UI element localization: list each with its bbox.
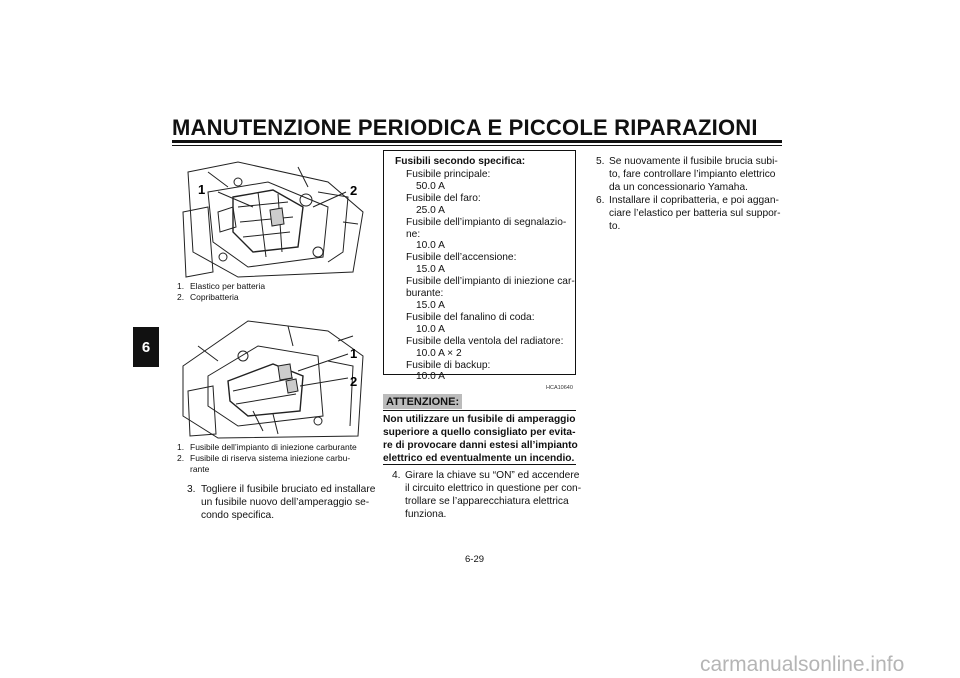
page-number: 6-29 [465,554,485,565]
spec-value: 25.0 A [416,204,445,216]
spec-value: 10.0 A [416,240,445,252]
callout-2: 2 [350,183,358,198]
spec-line: ne: [406,228,421,240]
callout-1: 1 [350,346,358,361]
spec-value: 15.0 A [416,264,445,276]
spec-line: Fusibile del faro: [406,192,481,204]
spec-value: 10.0 A [416,371,445,383]
spec-line: Fusibile principale: [406,169,491,180]
spec-value: 15.0 A [416,299,445,311]
caution-code: HCA10640 [546,385,573,391]
spec-line: Fusibile del fanalino di coda: [406,311,535,323]
page-title: MANUTENZIONE PERIODICA E PICCOLE RIPARAZIONI [172,115,758,140]
step-6: 6. Installare il copribatteria, e poi aggan- ciare l’elastico per batteria sul suppor- to. [596,195,781,232]
caution-rule-top [383,410,576,411]
title-rule [172,140,782,143]
caption-item: 2. Fusibile di riserva sistema iniezione carbu- [177,453,351,463]
step-4: 4. Girare la chiave su “ON” ed accendere il circuito elettrico in questione per con- trollare se l’apparecchiatura elettrica funziona. [392,470,582,520]
caution-label: ATTENZIONE: [383,394,462,409]
caption-item-continued: rante [190,464,210,474]
caution-text: Non utilizzare un fusibile di amperaggio superiore a quello consigliato per evita- re di provocare danni estesi all’impianto elettrico ed eventualmente un incendio. [383,414,578,464]
spec-line: Fusibile di backup: [406,359,491,371]
caption-item: 1. Fusibile dell’impianto di iniezione carburante [177,442,357,452]
fuse-spec-title: Fusibili secondo specifica: [395,156,526,167]
step-5: 5. Se nuovamente il fusibile brucia subi- to, fare controllare l’impianto elettrico da un concessionario Yamaha. [596,156,778,193]
spec-value: 50.0 A [416,180,445,192]
battery-cover-illustration [178,152,368,282]
spec-value: 10.0 A × 2 [416,347,462,359]
spec-line: Fusibile dell’impianto di iniezione car- [406,276,575,288]
figure2-captions [177,442,377,475]
callout-1: 1 [198,182,206,197]
caption-item: 1. Elastico per batteria [177,281,266,291]
spec-line: Fusibile della ventola del radiatore: [406,335,564,347]
figure1-captions [177,281,265,303]
title-rule-thin [172,145,782,146]
callout-2: 2 [350,374,358,389]
spec-value: 10.0 A [416,323,445,335]
fuse-location-illustration [178,316,368,441]
site-watermark: carmanualsonline.info [700,653,905,676]
step-3: 3. Togliere il fusibile bruciato ed installare un fusibile nuovo dell’amperaggio se- condo specifica. [187,484,376,521]
spec-line: Fusibile dell’accensione: [406,252,517,264]
caption-item: 2. Copribatteria [177,292,239,302]
spec-line: Fusibile dell’impianto di segnalazio- [406,216,567,228]
chapter-tab: 6 [133,327,159,367]
fuse-spec-list [406,169,576,383]
spec-line: burante: [406,288,444,300]
caution-rule-bottom [383,464,576,465]
